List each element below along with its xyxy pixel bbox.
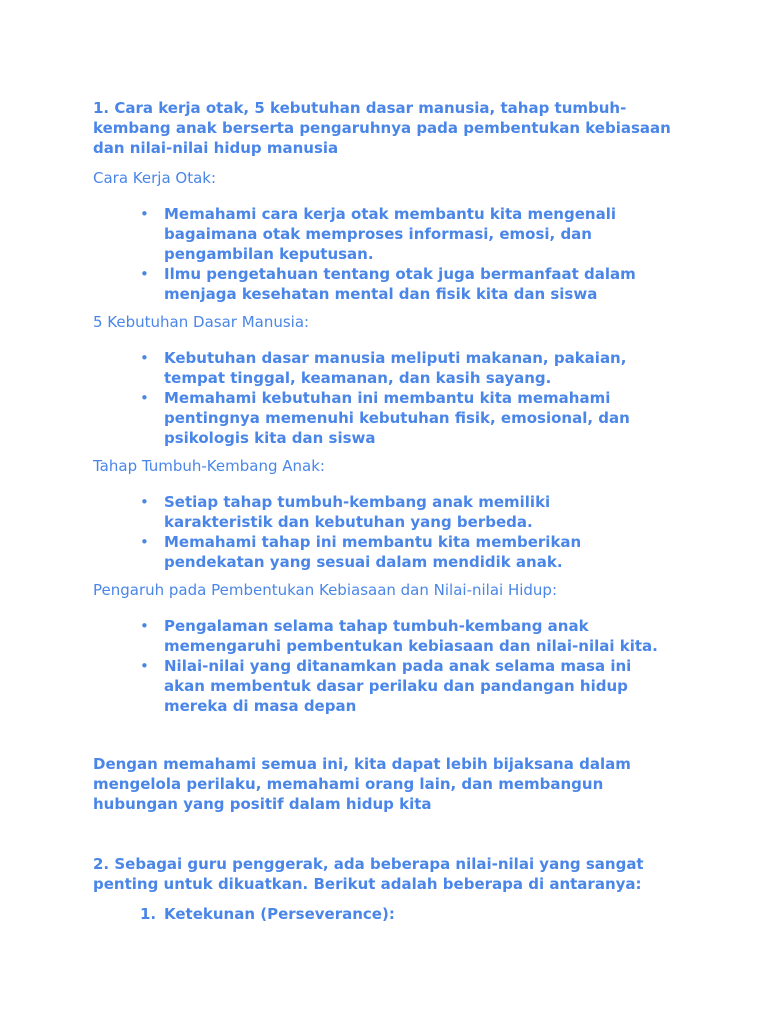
- bullet-list-brain: [0, 204, 768, 304]
- bullet-icon: •: [140, 657, 149, 675]
- section-title-needs: 5 Kebutuhan Dasar Manusia:: [93, 313, 310, 331]
- conclusion-paragraph: Dengan memahami semua ini, kita dapat lebih bijaksana dalam mengelola perilaku, memahami orang lain, dan membangun hubungan yang positif dalam hidup kita: [93, 755, 631, 813]
- section-title-brain: Cara Kerja Otak:: [93, 169, 217, 187]
- section-title-growth: Tahap Tumbuh-Kembang Anak:: [93, 457, 325, 475]
- bullet-icon: •: [140, 265, 149, 283]
- bullet-list-growth: [0, 492, 768, 572]
- list-item: • Ilmu pengetahuan tentang otak juga bermanfaat dalam menjaga kesehatan mental dan fisik kita dan siswa: [140, 265, 636, 303]
- list-item: • Memahami cara kerja otak membantu kita mengenali bagaimana otak memproses informasi, emosi, dan pengambilan keputusan.: [140, 205, 616, 263]
- list-item: • Kebutuhan dasar manusia meliputi makanan, pakaian, tempat tinggal, keamanan, dan kasih sayang.: [140, 349, 627, 387]
- numbered-item-text: Ketekunan (Perseverance):: [164, 905, 395, 923]
- section-title-influence: Pengaruh pada Pembentukan Kebiasaan dan Nilai-nilai Hidup:: [93, 581, 557, 599]
- bullet-icon: •: [140, 205, 149, 223]
- list-item: • Memahami kebutuhan ini membantu kita memahami pentingnya memenuhi kebutuhan fisik, emosional, dan psikologis kita dan siswa: [140, 389, 630, 447]
- list-item: • Pengalaman selama tahap tumbuh-kembang anak memengaruhi pembentukan kebiasaan dan nilai-nilai kita.: [140, 617, 658, 655]
- list-item: • Memahami tahap ini membantu kita memberikan pendekatan yang sesuai dalam mendidik anak.: [140, 533, 582, 571]
- heading-1: 1. Cara kerja otak, 5 kebutuhan dasar manusia, tahap tumbuh-kembang anak berserta pengaruhnya pada pembentukan kebiasaan dan nilai-nilai hidup manusia: [93, 99, 671, 157]
- bullet-icon: •: [140, 617, 149, 635]
- numbered-item-index: 1.: [140, 905, 157, 923]
- bullet-icon: •: [140, 493, 149, 511]
- list-item: • Nilai-nilai yang ditanamkan pada anak selama masa ini akan membentuk dasar perilaku dan pandangan hidup mereka di masa depan: [140, 657, 632, 715]
- bullet-icon: •: [140, 389, 149, 407]
- bullet-icon: •: [140, 349, 149, 367]
- bullet-icon: •: [140, 533, 149, 551]
- list-item: • Setiap tahap tumbuh-kembang anak memiliki karakteristik dan kebutuhan yang berbeda.: [140, 493, 551, 531]
- heading-2: 2. Sebagai guru penggerak, ada beberapa nilai-nilai yang sangat penting untuk dikuatkan. Berikut adalah beberapa di antaranya:: [93, 855, 644, 893]
- bullet-list-influence: [0, 616, 768, 716]
- bullet-list-needs: [0, 348, 768, 448]
